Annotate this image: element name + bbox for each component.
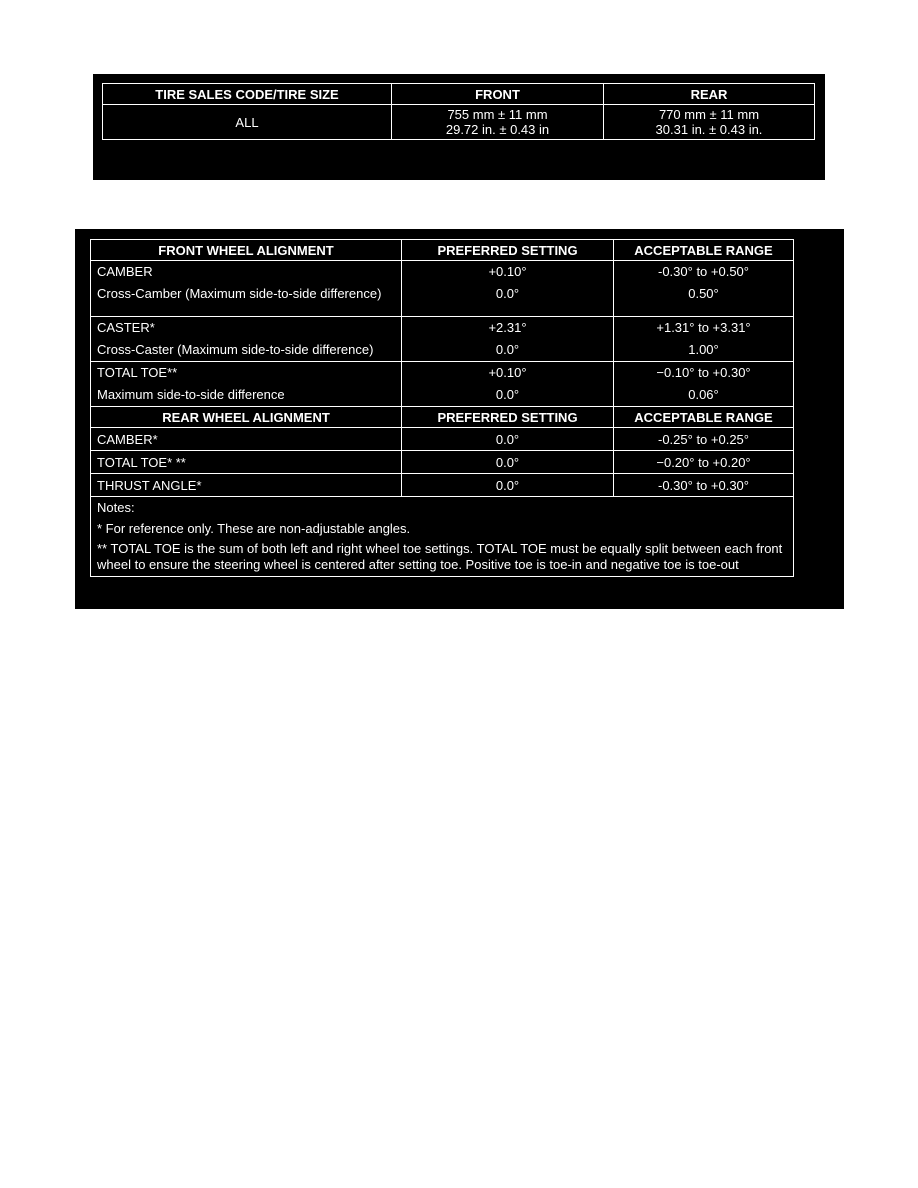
alignment-panel — [75, 229, 844, 609]
range-value: -0.30° to +0.30° — [614, 474, 794, 497]
range-value: 0.06° — [614, 384, 794, 407]
note-reference: * For reference only. These are non-adjustable angles. — [97, 520, 411, 536]
table-row — [103, 105, 815, 140]
table-row — [91, 339, 794, 362]
spec-label: TOTAL TOE** — [91, 362, 402, 385]
notes-cell — [91, 497, 794, 577]
range-value: −0.20° to +0.20° — [614, 451, 794, 474]
range-value: −0.10° to +0.30° — [614, 362, 794, 385]
rear-size-cell — [604, 105, 815, 140]
notes-heading: Notes: — [97, 500, 135, 515]
spec-label: TOTAL TOE* ** — [91, 451, 402, 474]
front-size-cell — [392, 105, 604, 140]
notes-row — [91, 497, 794, 577]
preferred-value: 0.0° — [402, 474, 614, 497]
range-value: -0.25° to +0.25° — [614, 428, 794, 451]
tire-code-cell: ALL — [103, 105, 392, 140]
table-header-row — [103, 84, 815, 105]
preferred-value: 0.0° — [402, 451, 614, 474]
tire-size-panel — [93, 74, 825, 180]
table-row — [91, 474, 794, 497]
preferred-value: 0.0° — [402, 339, 614, 362]
spec-label: Cross-Caster (Maximum side-to-side difference) — [91, 339, 402, 362]
alignment-table — [90, 239, 794, 577]
spec-label: THRUST ANGLE* — [91, 474, 402, 497]
spec-label: CASTER* — [91, 317, 402, 340]
column-header: ACCEPTABLE RANGE — [614, 407, 794, 428]
column-header: REAR — [604, 84, 815, 105]
preferred-value: +0.10° — [402, 261, 614, 284]
rear-header-row — [91, 407, 794, 428]
note-total-toe: ** TOTAL TOE is the sum of both left and right wheel toe settings. TOTAL TOE must be equally split between each front wheel to ensure the steering wheel is centered after setting toe. Positive toe is toe-in and negative toe is toe-out — [97, 541, 783, 572]
table-row — [91, 428, 794, 451]
column-header: PREFERRED SETTING — [402, 240, 614, 261]
rear-size-imperial: 30.31 in. ± 0.43 in. — [655, 122, 763, 137]
preferred-value: 0.0° — [402, 428, 614, 451]
table-row — [91, 261, 794, 284]
front-size-metric: 755 mm ± 11 mm — [447, 107, 548, 122]
front-size-imperial: 29.72 in. ± 0.43 in — [445, 122, 550, 137]
range-value: 1.00° — [614, 339, 794, 362]
preferred-value: +2.31° — [402, 317, 614, 340]
preferred-value: +0.10° — [402, 362, 614, 385]
spec-label: Cross-Camber (Maximum side-to-side difference) — [91, 283, 402, 317]
spec-label: CAMBER — [91, 261, 402, 284]
table-row — [91, 451, 794, 474]
tire-size-table — [102, 83, 815, 140]
table-row — [91, 317, 794, 340]
column-header: FRONT — [392, 84, 604, 105]
range-value: 0.50° — [614, 283, 794, 317]
preferred-value: 0.0° — [402, 384, 614, 407]
column-header: FRONT WHEEL ALIGNMENT — [91, 240, 402, 261]
spec-label: CAMBER* — [91, 428, 402, 451]
column-header: REAR WHEEL ALIGNMENT — [91, 407, 402, 428]
table-row — [91, 384, 794, 407]
rear-size-metric: 770 mm ± 11 mm — [658, 107, 760, 122]
table-row — [91, 362, 794, 385]
front-header-row — [91, 240, 794, 261]
column-header: ACCEPTABLE RANGE — [614, 240, 794, 261]
column-header: TIRE SALES CODE/TIRE SIZE — [103, 84, 392, 105]
column-header: PREFERRED SETTING — [402, 407, 614, 428]
table-row — [91, 283, 794, 317]
spec-label: Maximum side-to-side difference — [91, 384, 402, 407]
range-value: +1.31° to +3.31° — [614, 317, 794, 340]
preferred-value: 0.0° — [402, 283, 614, 317]
range-value: -0.30° to +0.50° — [614, 261, 794, 284]
